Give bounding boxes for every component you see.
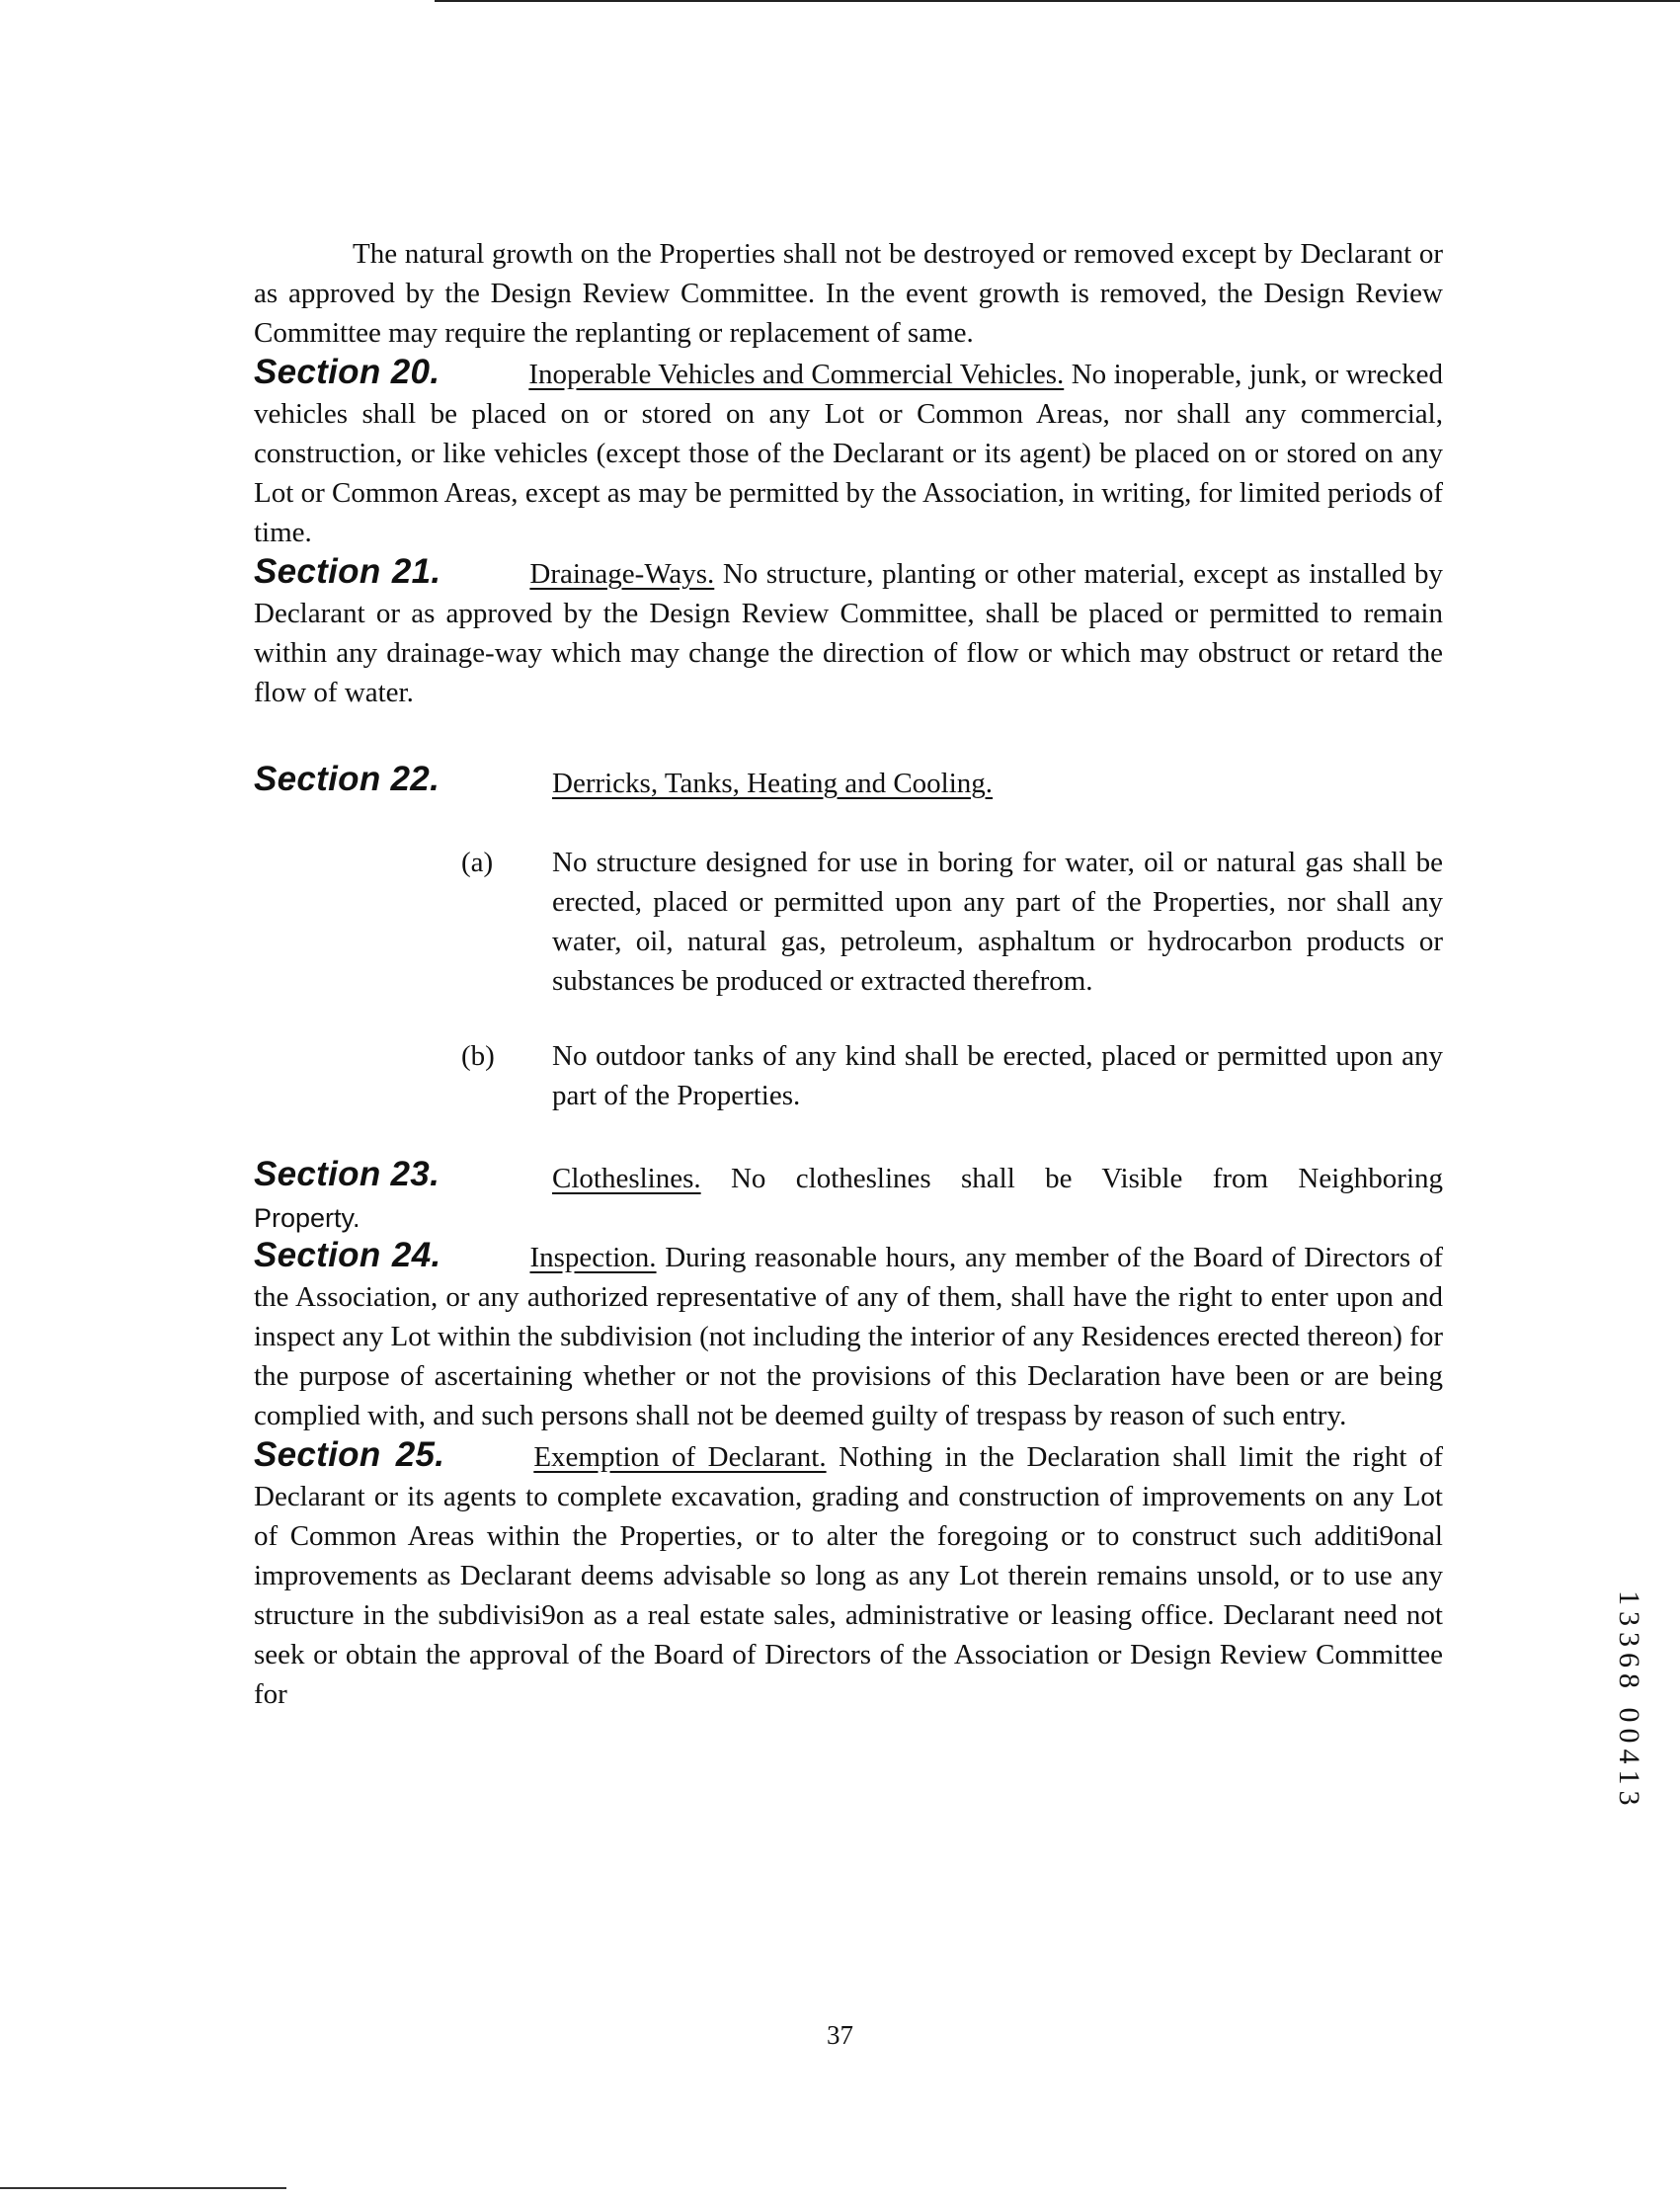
intro-paragraph: The natural growth on the Properties shall not be destroyed or removed except by Declarant or as approved by the Design Review Committee. In the event growth is removed, the Design Review Committee may require the replanting or replacement of same. [254,238,1443,349]
section-25-text: Nothing in the Declaration shall limit the right of Declarant or its agents to complete excavation, grading and construction of improvements on any Lot of Common Areas within the Properties, or to alter the foregoing or to construct such additi9onal improvements as Declarant deems advisable so long as any Lot therein remains unsold, or to use any structure in the subdivisi9on as a real estate sales, administrative or leasing office. Declarant need not seek or obtain the approval of the Board of Directors of the Association or Design Review Committee for [254,1441,1444,1710]
subsection-b-text: No outdoor tanks of any kind shall be erected, placed or permitted upon any part of the Properties. [552,1040,1443,1111]
section-20 [254,353,1443,552]
document-page [254,234,1443,1714]
section-22-subsection-b [461,1036,1443,1115]
subsection-a-text: No structure designed for use in boring for water, oil or natural gas shall be erected, placed or permitted upon any part of the Properties, nor shall any water, oil, natural gas, petroleum, asphaltum or hydrocarbon products or substances be produced or extracted therefrom. [552,847,1443,997]
section-21 [254,552,1443,712]
section-23-title: Clotheslines. [552,1163,701,1194]
section-25 [254,1435,1443,1714]
section-24 [254,1236,1443,1435]
page-number: 37 [827,2020,853,2050]
section-21-label: Section 21. [254,552,441,591]
bottom-edge-rule [0,2187,286,2189]
subsection-b-label: (b) [461,1040,495,1072]
side-stamp-text: 13368 00413 [1613,1590,1645,1812]
section-22-label: Section 22. [254,760,440,798]
section-23-text: No clotheslines shall be Visible from Neighboring [730,1163,1443,1194]
section-24-label: Section 24. [254,1236,441,1274]
section-21-title: Drainage-Ways. [529,558,715,590]
top-edge-rule [435,0,1680,2]
section-20-text: No inoperable, junk, or wrecked vehicles shall be placed on or stored on any Lot or Common Areas, nor shall any commercial, construction, or like vehicles (except those of the Declarant or its agent) be placed on or stored on any Lot or Common Areas, except as may be permitted by the Association, in writing, for limited periods of time. [254,359,1443,548]
section-25-title: Exemption of Declarant. [533,1441,827,1473]
subsection-a-label: (a) [461,847,494,878]
section-20-title: Inoperable Vehicles and Commercial Vehicles. [528,359,1065,390]
section-23-label: Section 23. [254,1155,440,1193]
section-22-subsection-a [461,843,1443,1001]
section-20-label: Section 20. [254,353,440,391]
section-23 [254,1155,1443,1236]
section-23-continuation: Property. [254,1203,360,1233]
section-24-title: Inspection. [529,1242,657,1273]
side-recording-stamp [1608,1590,1647,1867]
section-22-heading [254,760,1443,807]
section-22-title: Derricks, Tanks, Heating and Cooling. [552,768,994,799]
section-24-text: During reasonable hours, any member of the Board of Directors of the Association, or any authorized representative of any of them, shall have the right to enter upon and inspect any Lot within the subdivision (not including the interior of any Residences erected thereon) for the purpose of ascertaining whether or not the provisions of this Declaration have been or are being complied with, and such persons shall not be deemed guilty of trespass by reason of such entry. [254,1242,1443,1431]
section-21-text: No structure, planting or other material, except as installed by Declarant or as approved by the Design Review Committee, shall be placed or permitted to remain within any drainage-way which may change the direction of flow or which may obstruct or retard the flow of water. [254,558,1443,708]
section-25-label: Section 25. [254,1435,445,1474]
